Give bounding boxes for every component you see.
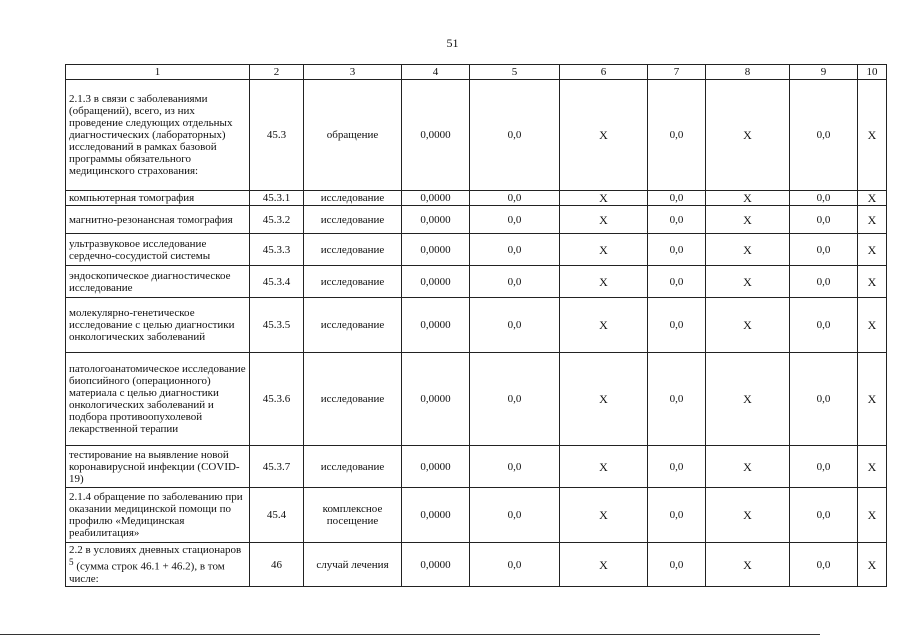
- table-row: [66, 80, 887, 191]
- cell-c9: 0,0: [790, 298, 858, 353]
- row-code: 45.3.5: [250, 298, 304, 353]
- cell-c10: Х: [858, 353, 887, 446]
- cell-c9: 0,0: [790, 488, 858, 543]
- row-name: патологоанатомическое исследование биопсийного (операционного) материала с целью диагностики онкологических заболеваний и подбора противоопухолевой лекарственной терапии: [66, 353, 250, 446]
- column-header: 10: [858, 65, 887, 80]
- cell-c8: Х: [706, 353, 790, 446]
- table-row: [66, 266, 887, 298]
- cell-c6: Х: [560, 446, 648, 488]
- cell-c7: 0,0: [648, 488, 706, 543]
- cell-c5: 0,0: [470, 80, 560, 191]
- table-header-row: [66, 65, 887, 80]
- cell-c4: 0,0000: [402, 206, 470, 234]
- row-code: 45.3.7: [250, 446, 304, 488]
- cell-c10: Х: [858, 543, 887, 587]
- cell-c7: 0,0: [648, 353, 706, 446]
- row-name: тестирование на выявление новой коронавирусной инфекции (COVID-19): [66, 446, 250, 488]
- row-code: 45.3.4: [250, 266, 304, 298]
- table-row: [66, 353, 887, 446]
- row-code: 45.3.1: [250, 191, 304, 206]
- cell-c5: 0,0: [470, 543, 560, 587]
- cell-c10: Х: [858, 206, 887, 234]
- cell-c8: Х: [706, 298, 790, 353]
- cell-c6: Х: [560, 206, 648, 234]
- cell-c9: 0,0: [790, 446, 858, 488]
- cell-c10: Х: [858, 234, 887, 266]
- row-name: молекулярно-генетическое исследование с целью диагностики онкологических заболеваний: [66, 298, 250, 353]
- data-table: [65, 64, 887, 587]
- row-name-text: (сумма строк 46.1 + 46.2), в том числе:: [69, 560, 225, 585]
- row-name: [66, 543, 250, 587]
- cell-c4: 0,0000: [402, 234, 470, 266]
- cell-c8: Х: [706, 266, 790, 298]
- page-number: 51: [446, 36, 459, 50]
- table-row: [66, 234, 887, 266]
- cell-c8: Х: [706, 488, 790, 543]
- cell-c9: 0,0: [790, 543, 858, 587]
- cell-c5: 0,0: [470, 266, 560, 298]
- row-name: ультразвуковое исследование сердечно-сосудистой системы: [66, 234, 250, 266]
- row-name: компьютерная томография: [66, 191, 250, 206]
- cell-c4: 0,0000: [402, 488, 470, 543]
- row-unit: случай лечения: [304, 543, 402, 587]
- row-code: 45.3.6: [250, 353, 304, 446]
- row-name: магнитно-резонансная томография: [66, 206, 250, 234]
- column-header: 4: [402, 65, 470, 80]
- column-header: 2: [250, 65, 304, 80]
- cell-c4: 0,0000: [402, 543, 470, 587]
- cell-c7: 0,0: [648, 446, 706, 488]
- row-unit: исследование: [304, 191, 402, 206]
- column-header: 7: [648, 65, 706, 80]
- cell-c4: 0,0000: [402, 298, 470, 353]
- row-code: 46: [250, 543, 304, 587]
- cell-c8: Х: [706, 206, 790, 234]
- cell-c6: Х: [560, 266, 648, 298]
- cell-c8: Х: [706, 543, 790, 587]
- cell-c7: 0,0: [648, 234, 706, 266]
- cell-c9: 0,0: [790, 191, 858, 206]
- row-name-text: 2.2 в условиях дневных стационаров: [69, 544, 242, 557]
- column-header: 6: [560, 65, 648, 80]
- cell-c10: Х: [858, 80, 887, 191]
- cell-c5: 0,0: [470, 298, 560, 353]
- table-row: [66, 446, 887, 488]
- footnote-marker: 5: [69, 557, 74, 568]
- cell-c6: Х: [560, 353, 648, 446]
- cell-c5: 0,0: [470, 206, 560, 234]
- cell-c9: 0,0: [790, 234, 858, 266]
- table-row: [66, 298, 887, 353]
- table-row: [66, 543, 887, 587]
- cell-c4: 0,0000: [402, 80, 470, 191]
- cell-c5: 0,0: [470, 488, 560, 543]
- cell-c9: 0,0: [790, 80, 858, 191]
- cell-c7: 0,0: [648, 206, 706, 234]
- cell-c6: Х: [560, 234, 648, 266]
- table-row: [66, 191, 887, 206]
- cell-c8: Х: [706, 80, 790, 191]
- cell-c6: Х: [560, 298, 648, 353]
- cell-c8: Х: [706, 191, 790, 206]
- cell-c7: 0,0: [648, 543, 706, 587]
- cell-c4: 0,0000: [402, 191, 470, 206]
- column-header: 5: [470, 65, 560, 80]
- row-unit: исследование: [304, 353, 402, 446]
- column-header: 3: [304, 65, 402, 80]
- cell-c8: Х: [706, 446, 790, 488]
- cell-c5: 0,0: [470, 234, 560, 266]
- row-unit: исследование: [304, 446, 402, 488]
- cell-c4: 0,0000: [402, 353, 470, 446]
- cell-c10: Х: [858, 191, 887, 206]
- cell-c7: 0,0: [648, 80, 706, 191]
- cell-c10: Х: [858, 266, 887, 298]
- row-unit: исследование: [304, 266, 402, 298]
- cell-c9: 0,0: [790, 266, 858, 298]
- cell-c10: Х: [858, 488, 887, 543]
- row-code: 45.3: [250, 80, 304, 191]
- row-unit: исследование: [304, 206, 402, 234]
- row-code: 45.4: [250, 488, 304, 543]
- cell-c5: 0,0: [470, 446, 560, 488]
- row-name: 2.1.3 в связи с заболеваниями (обращений), всего, из них проведение следующих отдельных диагностических (лабораторных) исследований в рамках базовой программы обязательного медицинского страхования:: [66, 80, 250, 191]
- row-unit: комплексное посещение: [304, 488, 402, 543]
- row-code: 45.3.2: [250, 206, 304, 234]
- cell-c4: 0,0000: [402, 446, 470, 488]
- column-header: 1: [66, 65, 250, 80]
- cell-c7: 0,0: [648, 298, 706, 353]
- column-header: 9: [790, 65, 858, 80]
- cell-c10: Х: [858, 446, 887, 488]
- row-code: 45.3.3: [250, 234, 304, 266]
- cell-c5: 0,0: [470, 191, 560, 206]
- cell-c4: 0,0000: [402, 266, 470, 298]
- row-name: эндоскопическое диагностическое исследование: [66, 266, 250, 298]
- cell-c6: Х: [560, 543, 648, 587]
- cell-c5: 0,0: [470, 353, 560, 446]
- cell-c6: Х: [560, 191, 648, 206]
- table-row: [66, 206, 887, 234]
- cell-c7: 0,0: [648, 266, 706, 298]
- cell-c6: Х: [560, 80, 648, 191]
- row-unit: обращение: [304, 80, 402, 191]
- cell-c8: Х: [706, 234, 790, 266]
- cell-c9: 0,0: [790, 353, 858, 446]
- cell-c7: 0,0: [648, 191, 706, 206]
- row-unit: исследование: [304, 234, 402, 266]
- cell-c9: 0,0: [790, 206, 858, 234]
- cell-c10: Х: [858, 298, 887, 353]
- row-unit: исследование: [304, 298, 402, 353]
- page-bottom-divider: [0, 634, 820, 635]
- column-header: 8: [706, 65, 790, 80]
- row-name: 2.1.4 обращение по заболеванию при оказании медицинской помощи по профилю «Медицинская реабилитация»: [66, 488, 250, 543]
- cell-c6: Х: [560, 488, 648, 543]
- table-row: [66, 488, 887, 543]
